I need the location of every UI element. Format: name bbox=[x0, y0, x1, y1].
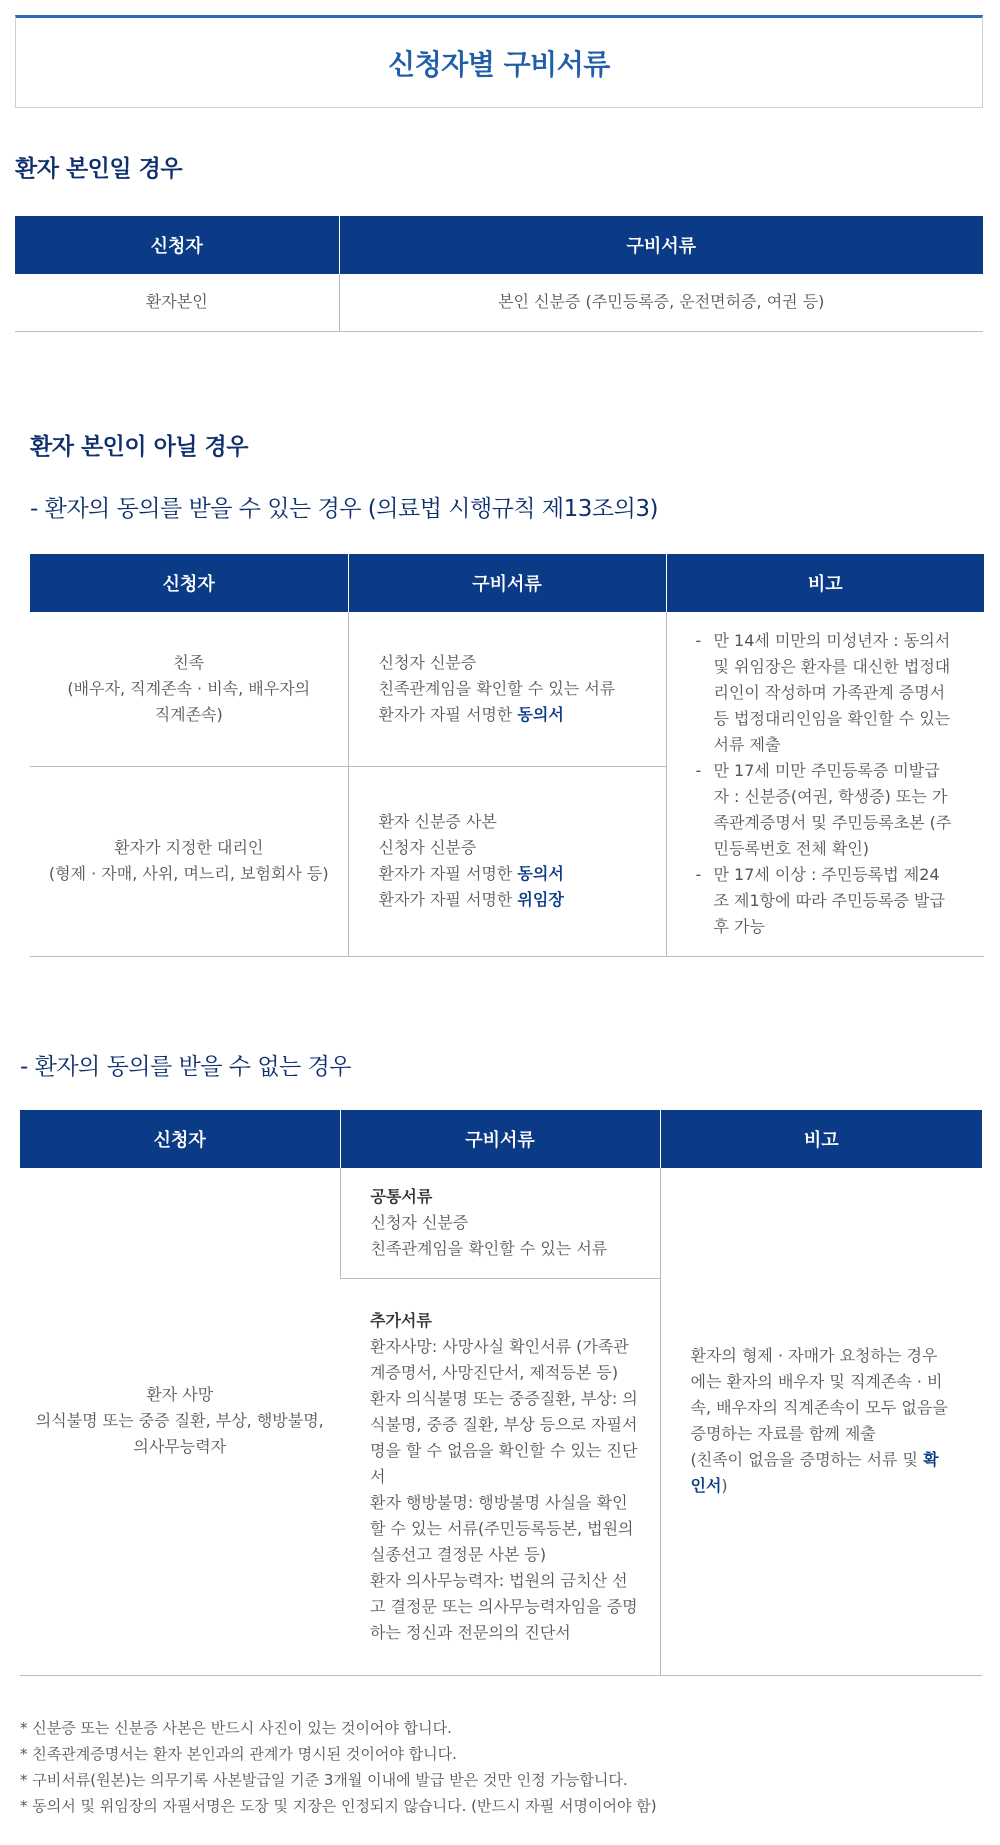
list-item: - 만 14세 미만의 미성년자 : 동의서 및 위임장은 환자를 대신한 법정대리인이 작성하며 가족관계 증명서 등 법정대리인임을 확인할 수 있는 서류 제출 bbox=[696, 628, 954, 758]
docs-cell: 본인 신분증 (주민등록증, 운전면허증, 여권 등) bbox=[339, 274, 983, 331]
footnote: * 친족관계증명서는 환자 본인과의 관계가 명시된 것이어야 합니다. bbox=[20, 1745, 457, 1763]
remarks-cell bbox=[666, 612, 984, 956]
table-row bbox=[20, 1168, 982, 1278]
col-remarks-header: 비고 bbox=[666, 554, 984, 612]
common-docs-cell: 공통서류 신청자 신분증 친족관계임을 확인할 수 있는 서류 bbox=[340, 1168, 660, 1278]
col-applicant-header: 신청자 bbox=[30, 554, 348, 612]
remarks-cell: 환자의 형제 · 자매가 요청하는 경우에는 환자의 배우자 및 직계존속 · 비속, 배우자의 직계존속이 모두 없음을 증명하는 자료를 함께 제출 (친족이 없음을 증명하는 서류 및 확인서) bbox=[660, 1168, 982, 1675]
common-docs-label: 공통서류 bbox=[370, 1186, 433, 1206]
table-row bbox=[15, 274, 983, 331]
power-of-attorney-label: 위임장 bbox=[517, 890, 564, 909]
consent-form-label: 동의서 bbox=[517, 704, 564, 724]
section2-heading: 환자 본인이 아닐 경우 bbox=[30, 434, 248, 460]
extra-docs-label: 추가서류 bbox=[370, 1310, 432, 1330]
table-row-relatives bbox=[30, 612, 984, 766]
applicant-cell: 환자가 지정한 대리인 (형제 · 자매, 사위, 며느리, 보험회사 등) bbox=[30, 766, 348, 956]
list-item: - 만 17세 미만 주민등록증 미발급자 : 신분증(여권, 학생증) 또는 가족관계증명서 및 주민등록초본 (주민등록번호 전체 확인) bbox=[696, 758, 954, 862]
applicant-cell: 친족 (배우자, 직계존속 · 비속, 배우자의 직계존속) bbox=[30, 612, 348, 766]
docs-cell: 환자 신분증 사본 신청자 신분증 환자가 자필 서명한 동의서 환자가 자필 서명한 위임장 bbox=[348, 766, 666, 956]
footnote: * 동의서 및 위임장의 자필서명은 도장 및 지장은 인정되지 않습니다. (반드시 자필 서명이어야 함) bbox=[20, 1797, 657, 1815]
table-header-row bbox=[15, 216, 983, 274]
section1-heading: 환자 본인일 경우 bbox=[15, 156, 183, 182]
applicant-cell: 환자 사망 의식불명 또는 중증 질환, 부상, 행방불명, 의사무능력자 bbox=[20, 1168, 340, 1675]
applicant-cell: 환자본인 bbox=[15, 274, 339, 331]
remarks-list bbox=[668, 628, 984, 940]
table-header-row bbox=[20, 1110, 982, 1168]
page-title-box bbox=[15, 15, 983, 108]
consent-form-label: 동의서 bbox=[517, 864, 564, 883]
section3-table bbox=[20, 1110, 982, 1676]
section2-table bbox=[30, 554, 984, 957]
col-applicant-header: 신청자 bbox=[15, 216, 339, 274]
list-item: - 만 17세 이상 : 주민등록법 제24조 제1항에 따라 주민등록증 발급 후 가능 bbox=[696, 862, 954, 940]
table-header-row bbox=[30, 554, 984, 612]
page-title: 신청자별 구비서류 bbox=[388, 47, 610, 81]
col-docs-header: 구비서류 bbox=[348, 554, 666, 612]
footnote: * 신분증 또는 신분증 사본은 반드시 사진이 있는 것이어야 합니다. bbox=[20, 1719, 452, 1737]
footnotes bbox=[20, 1715, 980, 1819]
col-applicant-header: 신청자 bbox=[20, 1110, 340, 1168]
col-docs-header: 구비서류 bbox=[340, 1110, 660, 1168]
extra-docs-cell: 추가서류 환자사망: 사망사실 확인서류 (가족관계증명서, 사망진단서, 제적등본 등) 환자 의식불명 또는 중증질환, 부상: 의식불명, 중증 질환, 부상 등으로 자필서명을 할 수 없음을 확인할 수 있는 진단서 환자 행방불명: 행방불명 사실을 확인할 수 있는 서류(주민등록등본, 법원의 실종선고 결정문 사본 등) 환자 의사무능력자: 법원의 금치산 선고 결정문 또는 의사무능력자임을 증명하는 정신과 전문의의 진단서 bbox=[340, 1278, 660, 1675]
col-remarks-header: 비고 bbox=[660, 1110, 982, 1168]
footnote: * 구비서류(원본)는 의무기록 사본발급일 기준 3개월 이내에 발급 받은 것만 인정 가능합니다. bbox=[20, 1771, 628, 1789]
confirmation-form-label: 확인서 bbox=[690, 1450, 939, 1496]
section2-subheading: - 환자의 동의를 받을 수 있는 경우 (의료법 시행규칙 제13조의3) bbox=[30, 496, 658, 522]
section3-subheading: - 환자의 동의를 받을 수 없는 경우 bbox=[20, 1054, 351, 1080]
docs-cell: 신청자 신분증 친족관계임을 확인할 수 있는 서류 환자가 자필 서명한 동의서 bbox=[348, 612, 666, 766]
col-docs-header: 구비서류 bbox=[339, 216, 983, 274]
section1-table bbox=[15, 216, 983, 332]
